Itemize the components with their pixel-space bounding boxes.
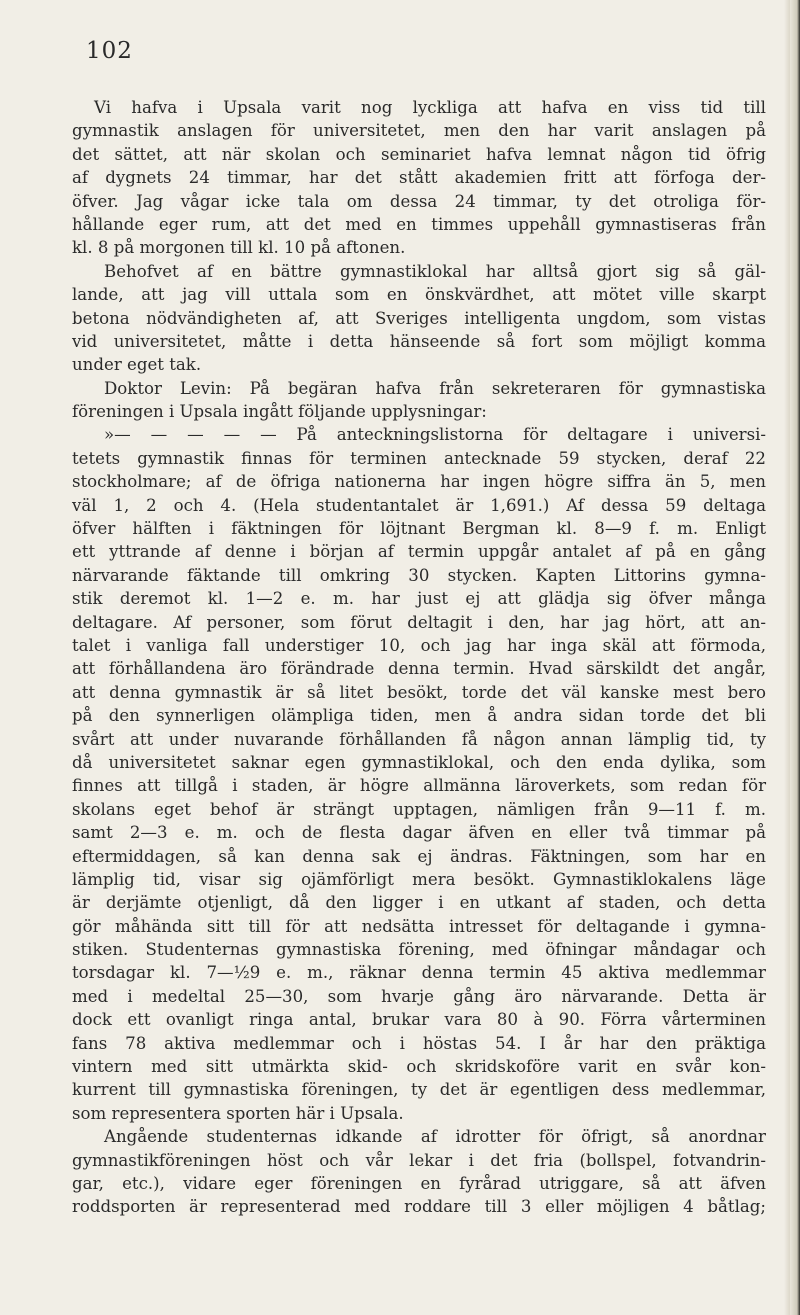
text-line: kl. 8 på morgonen till kl. 10 på aftonen. — [72, 238, 406, 258]
text-line: eftermiddagen, så kan denna sak ej ändras. Fäktningen, som har en — [72, 846, 766, 866]
text-line: gar, etc.), vidare eger föreningen en fyrårad utriggare, så att äfven — [72, 1173, 766, 1193]
text-line: är derjämte otjenligt, då den ligger i en utkant af staden, och detta — [72, 893, 766, 913]
text-line: att denna gymnastik är så litet besökt, torde det väl kanske mest bero — [72, 682, 766, 702]
text-line: gymnastikföreningen höst och vår lekar i det fria (bollspel, fotvandrin- — [72, 1150, 766, 1170]
text-line: då universitetet saknar egen gymnastiklokal, och den enda dylika, som — [72, 752, 766, 772]
text-line: roddsporten är representerad med roddare till 3 eller möjligen 4 båtlag; — [72, 1197, 766, 1217]
text-line: Doktor Levin: På begäran hafva från sekreteraren för gymnastiska — [104, 378, 766, 398]
text-line: föreningen i Upsala ingått följande upplysningar: — [72, 402, 487, 422]
text-line: närvarande fäktande till omkring 30 stycken. Kapten Littorins gymna- — [72, 565, 766, 585]
text-line: stiken. Studenternas gymnastiska förening, med öfningar måndagar och — [72, 940, 766, 960]
text-line: tetets gymnastik finnas för terminen antecknade 59 stycken, deraf 22 — [72, 448, 766, 468]
text-line: gör måhända sitt till för att nedsätta intresset för deltagande i gymna- — [72, 916, 766, 936]
text-line: som representera sporten här i Upsala. — [72, 1103, 404, 1123]
text-line: stik deremot kl. 1—2 e. m. har just ej att glädja sig öfver många — [72, 589, 766, 609]
text-line: på den synnerligen olämpliga tiden, men å andra sidan torde det bli — [72, 706, 766, 726]
text-line: fans 78 aktiva medlemmar och i höstas 54. I år har den präktiga — [72, 1033, 766, 1053]
text-line: deltagare. Af personer, som förut deltagit i den, har jag hört, att an- — [72, 612, 766, 632]
text-line: Vi hafva i Upsala varit nog lyckliga att hafva en viss tid till — [94, 98, 766, 117]
book-binding-edge — [790, 0, 800, 1315]
text-line: väl 1, 2 och 4. (Hela studentantalet är 1,691.) Af dessa 59 deltaga — [72, 495, 766, 515]
text-line: gymnastik anslagen för universitetet, men den har varit anslagen på — [72, 121, 766, 141]
text-line: kurrent till gymnastiska föreningen, ty det är egentligen dess medlemmar, — [72, 1080, 766, 1100]
text-line: dock ett ovanligt ringa antal, brukar vara 80 à 90. Förra vårterminen — [72, 1010, 766, 1030]
text-line: öfver. Jag vågar icke tala om dessa 24 timmar, ty det otroliga för- — [72, 191, 766, 211]
text-line: det sättet, att när skolan och seminariet hafva lemnat någon tid öfrig — [72, 144, 766, 164]
text-line: torsdagar kl. 7—½9 e. m., räknar denna termin 45 aktiva medlemmar — [72, 963, 766, 983]
text-line: svårt att under nuvarande förhållanden få någon annan lämplig tid, ty — [72, 729, 766, 749]
body-text — [72, 96, 766, 1219]
text-line: samt 2—3 e. m. och de flesta dagar äfven en eller två timmar på — [72, 823, 766, 843]
text-line: talet i vanliga fall understiger 10, och jag har inga skäl att förmoda, — [72, 635, 766, 655]
text-line: ett yttrande af denne i början af termin uppgår antalet af på en gång — [72, 542, 766, 562]
text-line: med i medeltal 25—30, som hvarje gång äro närvarande. Detta är — [72, 986, 766, 1006]
text-line: skolans eget behof är strängt upptagen, nämligen från 9—11 f. m. — [72, 799, 766, 819]
text-line: Angående studenternas idkande af idrotter för öfrigt, så anordnar — [104, 1127, 766, 1147]
text-line: betona nödvändigheten af, att Sveriges intelligenta ungdom, som vistas — [72, 308, 766, 328]
text-line: Behofvet af en bättre gymnastiklokal har alltså gjort sig så gäl- — [104, 261, 766, 281]
text-line: öfver hälften i fäktningen för löjtnant Bergman kl. 8—9 f. m. Enligt — [72, 519, 766, 539]
text-line: att förhållandena äro förändrade denna termin. Hvad särskildt det angår, — [72, 659, 766, 679]
text-line: stockholmare; af de öfriga nationerna har ingen högre siffra än 5, men — [72, 472, 766, 492]
text-line: vintern med sitt utmärkta skid- och skridskoföre varit en svår kon- — [72, 1057, 766, 1077]
text-line: vid universitetet, måtte i detta hänseende så fort som möjligt komma — [72, 331, 766, 351]
text-line: lämplig tid, visar sig ojämförligt mera besökt. Gymnastiklokalens läge — [72, 869, 766, 889]
text-line: »— — — — — På anteckningslistorna för deltagare i universi- — [104, 425, 766, 445]
text-line: hållande eger rum, att det med en timmes uppehåll gymnastiseras från — [72, 214, 766, 234]
text-line: finnes att tillgå i staden, är högre allmänna läroverkets, som redan för — [72, 776, 766, 796]
text-line: lande, att jag vill uttala som en önskvärdhet, att mötet ville skarpt — [72, 285, 766, 305]
page-number: 102 — [86, 38, 133, 64]
text-line: under eget tak. — [72, 355, 202, 375]
text-line: af dygnets 24 timmar, har det stått akademien fritt att förfoga der- — [72, 168, 766, 188]
